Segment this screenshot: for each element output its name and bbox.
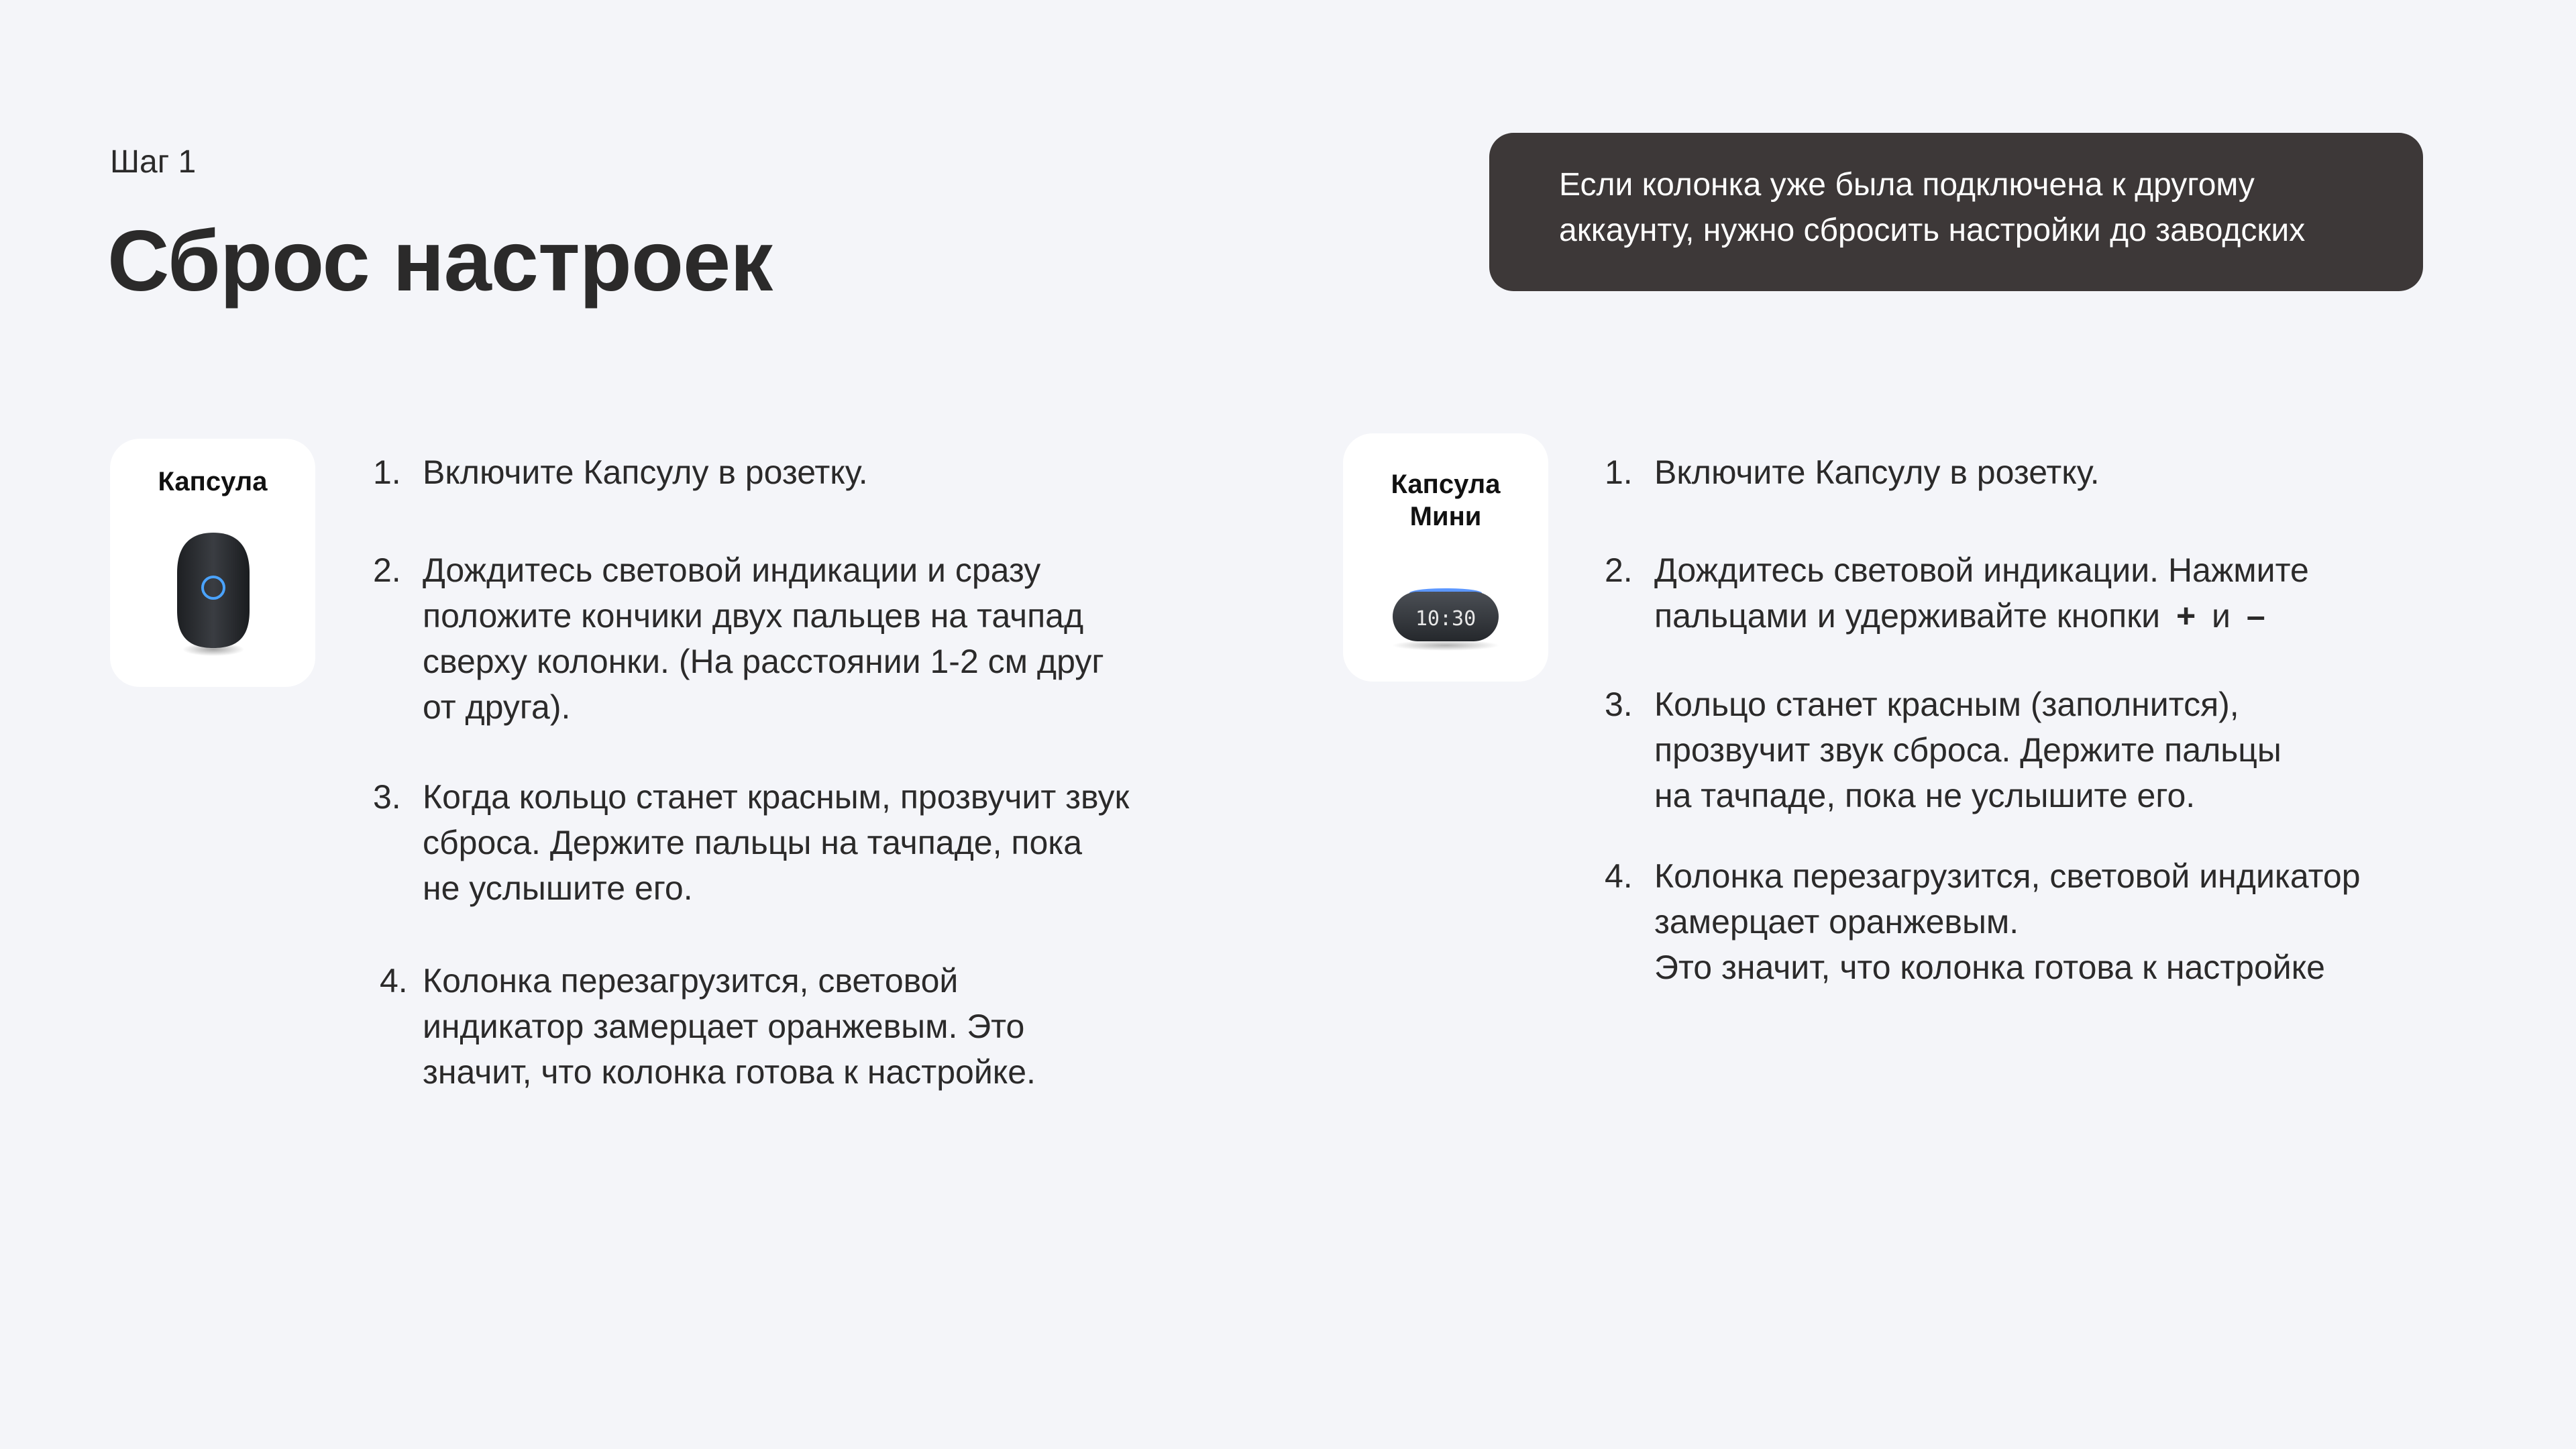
capsule-speaker-image — [176, 531, 251, 659]
step-number: 1. — [373, 453, 401, 491]
note-line: Если колонка уже была подключена к другому — [1559, 167, 2255, 203]
list-item: 2. Дождитесь световой индикации. Нажмите пальцами и удерживайте кнопки + и – — [1605, 547, 2410, 639]
capsule-steps-list — [373, 449, 1151, 1095]
and-text: и — [2212, 597, 2231, 635]
step-number: 3. — [373, 778, 401, 816]
list-item: 4. Колонка перезагрузится, световой индикатор замерцает оранжевым. Это значит, что колонка готова к настройке. — [373, 958, 1151, 1095]
device-name-mini: Капсула Мини — [1391, 470, 1501, 531]
minus-button-symbol: – — [2246, 597, 2265, 635]
list-item: 1. Включите Капсулу в розетку. — [1605, 449, 2410, 495]
list-item: 3. Когда кольцо станет красным, прозвучит звук сброса. Держите пальцы на тачпаде, пока не услышите его. — [373, 774, 1151, 911]
mini-steps-list — [1605, 449, 2410, 990]
step-number: 4. — [380, 962, 408, 1000]
mini-speaker-image — [1387, 585, 1504, 652]
step-number: 2. — [373, 551, 401, 589]
plus-button-symbol: + — [2176, 597, 2196, 635]
device-name-capsule: Капсула — [158, 467, 268, 496]
info-note — [1489, 133, 2423, 291]
mini-display-time: 10:30 — [1415, 607, 1477, 631]
step-label: Шаг 1 — [110, 144, 197, 180]
device-card-mini — [1343, 433, 1548, 682]
step-number: 3. — [1605, 686, 1633, 723]
page-title: Сброс настроек — [107, 213, 773, 309]
step-number: 2. — [1605, 551, 1633, 589]
list-item: 1. Включите Капсулу в розетку. — [373, 449, 1151, 495]
list-item: 2. Дождитесь световой индикации и сразу положите кончики двух пальцев на тачпад сверху колонки. (На расстоянии 1-2 см друг от друга). — [373, 547, 1151, 730]
step-number: 4. — [1605, 857, 1633, 895]
list-item: 3. Кольцо станет красным (заполнится), прозвучит звук сброса. Держите пальцы на тачпаде, пока не услышите его. — [1605, 682, 2410, 818]
device-card-capsule — [110, 439, 315, 687]
step-number: 1. — [1605, 453, 1633, 491]
note-line: аккаунту, нужно сбросить настройки до заводских — [1559, 213, 2306, 248]
list-item: 4. Колонка перезагрузится, световой индикатор замерцает оранжевым. Это значит, что колонка готова к настройке — [1605, 853, 2410, 990]
